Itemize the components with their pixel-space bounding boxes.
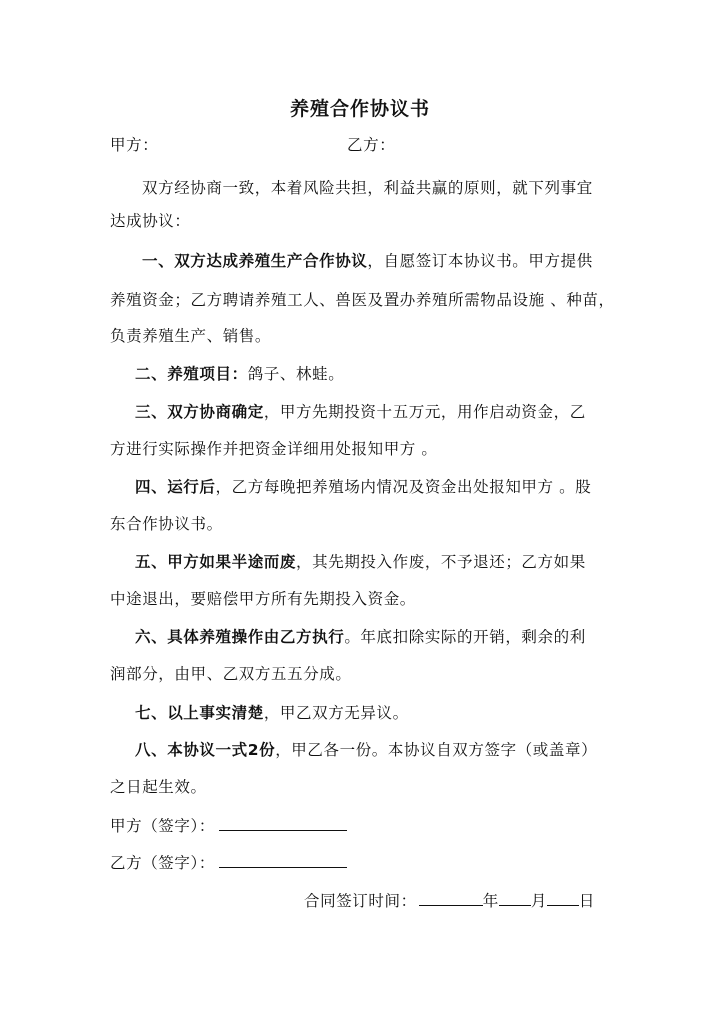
sign-date-label: 合同签订时间： — [304, 892, 417, 910]
clause-3-cont-1: 方进行实际操作并把资金详细用处报知甲方 。 — [110, 440, 438, 458]
month-blank[interactable] — [499, 891, 531, 906]
day-blank[interactable] — [547, 891, 579, 906]
preamble-line-1: 双方经协商一致，本着风险共担，利益共赢的原则，就下列事宜 — [142, 179, 593, 197]
clause-8 — [135, 738, 597, 760]
clause-5 — [135, 550, 586, 572]
clause-2 — [135, 362, 344, 384]
signature-b — [110, 851, 347, 873]
year-label: 年 — [482, 892, 499, 910]
signature-a-blank[interactable] — [219, 816, 347, 831]
clause-8-cont-1: 之日起生效。 — [110, 778, 207, 796]
clause-1 — [142, 249, 593, 271]
document-title: 养殖合作协议书 — [289, 98, 430, 120]
party-b-label: 乙方： — [347, 136, 396, 154]
clause-1-cont-2: 负责养殖生产、销售。 — [110, 327, 272, 345]
clause-3-heading: 三、双方协商确定 — [135, 403, 264, 421]
clause-6-cont-1: 润部分，由甲、乙双方五五分成。 — [110, 665, 352, 683]
clause-6-text: 。年底扣除实际的开销，剩余的利 — [344, 628, 586, 646]
clause-5-text: ，其先期投入作废，不予退还；乙方如果 — [296, 553, 586, 571]
clause-1-heading: 一、双方达成养殖生产合作协议 — [142, 252, 368, 270]
clause-2-heading: 二、养殖项目： — [135, 365, 248, 383]
clause-5-heading: 五、甲方如果半途而废 — [135, 553, 297, 571]
signature-b-label: 乙方（签字）： — [110, 854, 215, 872]
month-label: 月 — [530, 892, 547, 910]
clause-4-cont-1: 东合作协议书。 — [110, 515, 223, 533]
sign-date — [304, 889, 595, 911]
clause-2-text: 鸽子、林蛙。 — [247, 365, 345, 383]
clause-3-text: ，甲方先期投资十五万元，用作启动资金，乙 — [263, 403, 586, 421]
preamble-line-2: 达成协议： — [110, 212, 191, 230]
day-label: 日 — [578, 892, 596, 910]
signature-a — [110, 814, 347, 836]
clause-4-heading: 四、运行后 — [135, 478, 216, 496]
clause-8-heading: 八、本协议一式2份 — [135, 741, 276, 759]
clause-4-text: ，乙方每晚把养殖场内情况及资金出处报知甲方 。股 — [215, 478, 592, 496]
clause-7-heading: 七、以上事实清楚 — [135, 704, 264, 722]
clause-4 — [135, 475, 591, 497]
signature-a-label: 甲方（签字）： — [110, 817, 215, 835]
signature-b-blank[interactable] — [219, 853, 347, 868]
clause-5-cont-1: 中途退出，要赔偿甲方所有先期投入资金。 — [110, 590, 416, 608]
clause-6 — [135, 625, 586, 647]
party-a-label: 甲方： — [110, 136, 159, 154]
clause-7-text: ，甲乙双方无异议。 — [263, 704, 409, 722]
year-blank[interactable] — [419, 891, 483, 906]
clause-8-text: ，甲乙各一份。本协议自双方签字（或盖章） — [275, 741, 598, 759]
clause-3 — [135, 400, 586, 422]
clause-6-heading: 六、具体养殖操作由乙方执行 — [135, 628, 345, 646]
clause-1-cont-1: 养殖资金；乙方聘请养殖工人、兽医及置办养殖所需物品设施 、种苗， — [110, 291, 615, 309]
clause-7 — [135, 701, 409, 723]
clause-1-text: ，自愿签订本协议书。甲方提供 — [367, 252, 593, 270]
